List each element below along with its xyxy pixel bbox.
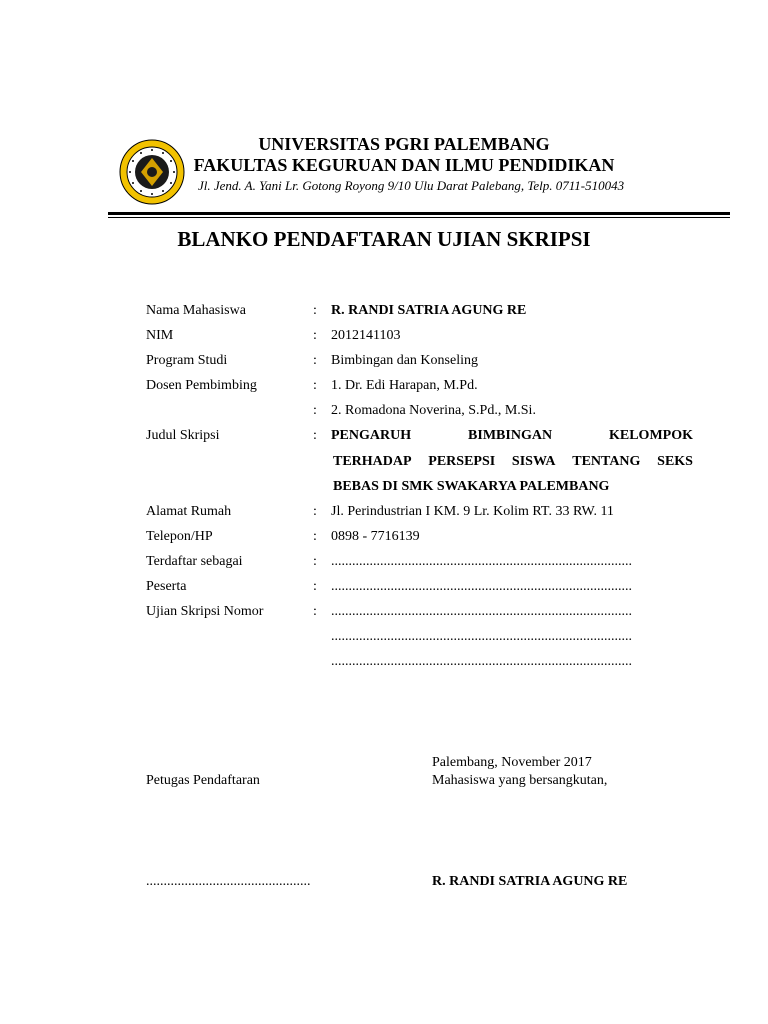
- judul-word: TENTANG: [572, 454, 641, 469]
- field-value-peserta: ......................................................................................: [331, 579, 632, 594]
- signature-right-name: R. RANDI SATRIA AGUNG RE: [432, 874, 628, 889]
- field-label-ujian: Ujian Skripsi Nomor: [146, 604, 264, 619]
- field-value-nama: R. RANDI SATRIA AGUNG RE: [331, 303, 527, 318]
- place-date: Palembang, November 2017: [432, 755, 592, 770]
- field-separator: :: [313, 504, 317, 519]
- field-separator: :: [313, 353, 317, 368]
- judul-word: SEKS: [657, 454, 693, 469]
- field-label-judul: Judul Skripsi: [146, 428, 220, 443]
- judul-word: TERHADAP: [333, 454, 412, 469]
- signature-right-title: Mahasiswa yang bersangkutan,: [432, 773, 608, 788]
- field-label-peserta: Peserta: [146, 579, 187, 594]
- field-separator: :: [313, 428, 317, 443]
- judul-word: KELOMPOK: [608, 428, 693, 443]
- field-separator: :: [313, 303, 317, 318]
- field-label-alamat: Alamat Rumah: [146, 504, 232, 519]
- field-value-ujian-2: ......................................................................................: [331, 629, 632, 644]
- field-value-nim: 2012141103: [331, 328, 401, 343]
- judul-word: BIMBINGAN: [468, 428, 553, 443]
- field-value-judul-line1: [331, 428, 693, 444]
- field-value-terdaftar: ......................................................................................: [331, 554, 632, 569]
- header-rule-thick: [108, 212, 730, 215]
- field-separator: :: [313, 378, 317, 393]
- field-separator: :: [313, 579, 317, 594]
- field-value-alamat: Jl. Perindustrian I KM. 9 Lr. Kolim RT. 33 RW. 11: [331, 504, 614, 519]
- field-value-judul-line3: BEBAS DI SMK SWAKARYA PALEMBANG: [333, 479, 610, 494]
- header-rule-thin: [108, 217, 730, 218]
- field-separator: :: [313, 604, 317, 619]
- letterhead-address: Jl. Jend. A. Yani Lr. Gotong Royong 9/10 Ulu Darat Palebang, Telp. 0711-510043: [198, 178, 625, 193]
- field-value-ujian-1: ......................................................................................: [331, 604, 632, 619]
- field-label-dosen: Dosen Pembimbing: [146, 378, 257, 393]
- university-name: UNIVERSITAS PGRI PALEMBANG: [258, 134, 550, 154]
- signature-left-blank: ...............................................: [146, 874, 311, 889]
- field-value-prodi: Bimbingan dan Konseling: [331, 353, 478, 368]
- field-label-nim: NIM: [146, 328, 174, 343]
- field-value-telepon: 0898 - 7716139: [331, 529, 420, 544]
- field-value-dosen-2: 2. Romadona Noverina, S.Pd., M.Si.: [331, 403, 536, 418]
- field-label-prodi: Program Studi: [146, 353, 228, 368]
- field-separator: :: [313, 529, 317, 544]
- judul-word: SISWA: [511, 454, 556, 469]
- field-value-dosen-1: 1. Dr. Edi Harapan, M.Pd.: [331, 378, 478, 393]
- field-value-ujian-3: ......................................................................................: [331, 654, 632, 669]
- judul-word: PENGARUH: [331, 428, 412, 443]
- field-label-telepon: Telepon/HP: [146, 529, 213, 544]
- field-separator: :: [313, 328, 317, 343]
- faculty-name: FAKULTAS KEGURUAN DAN ILMU PENDIDIKAN: [193, 155, 615, 175]
- field-label-nama: Nama Mahasiswa: [146, 303, 246, 318]
- field-label-terdaftar: Terdaftar sebagai: [146, 554, 243, 569]
- field-separator: :: [313, 403, 317, 418]
- judul-word: PERSEPSI: [428, 454, 496, 469]
- signature-left-title: Petugas Pendaftaran: [146, 773, 260, 788]
- field-value-judul-line2: [333, 454, 693, 470]
- field-separator: :: [313, 554, 317, 569]
- document-title: BLANKO PENDAFTARAN UJIAN SKRIPSI: [177, 227, 591, 251]
